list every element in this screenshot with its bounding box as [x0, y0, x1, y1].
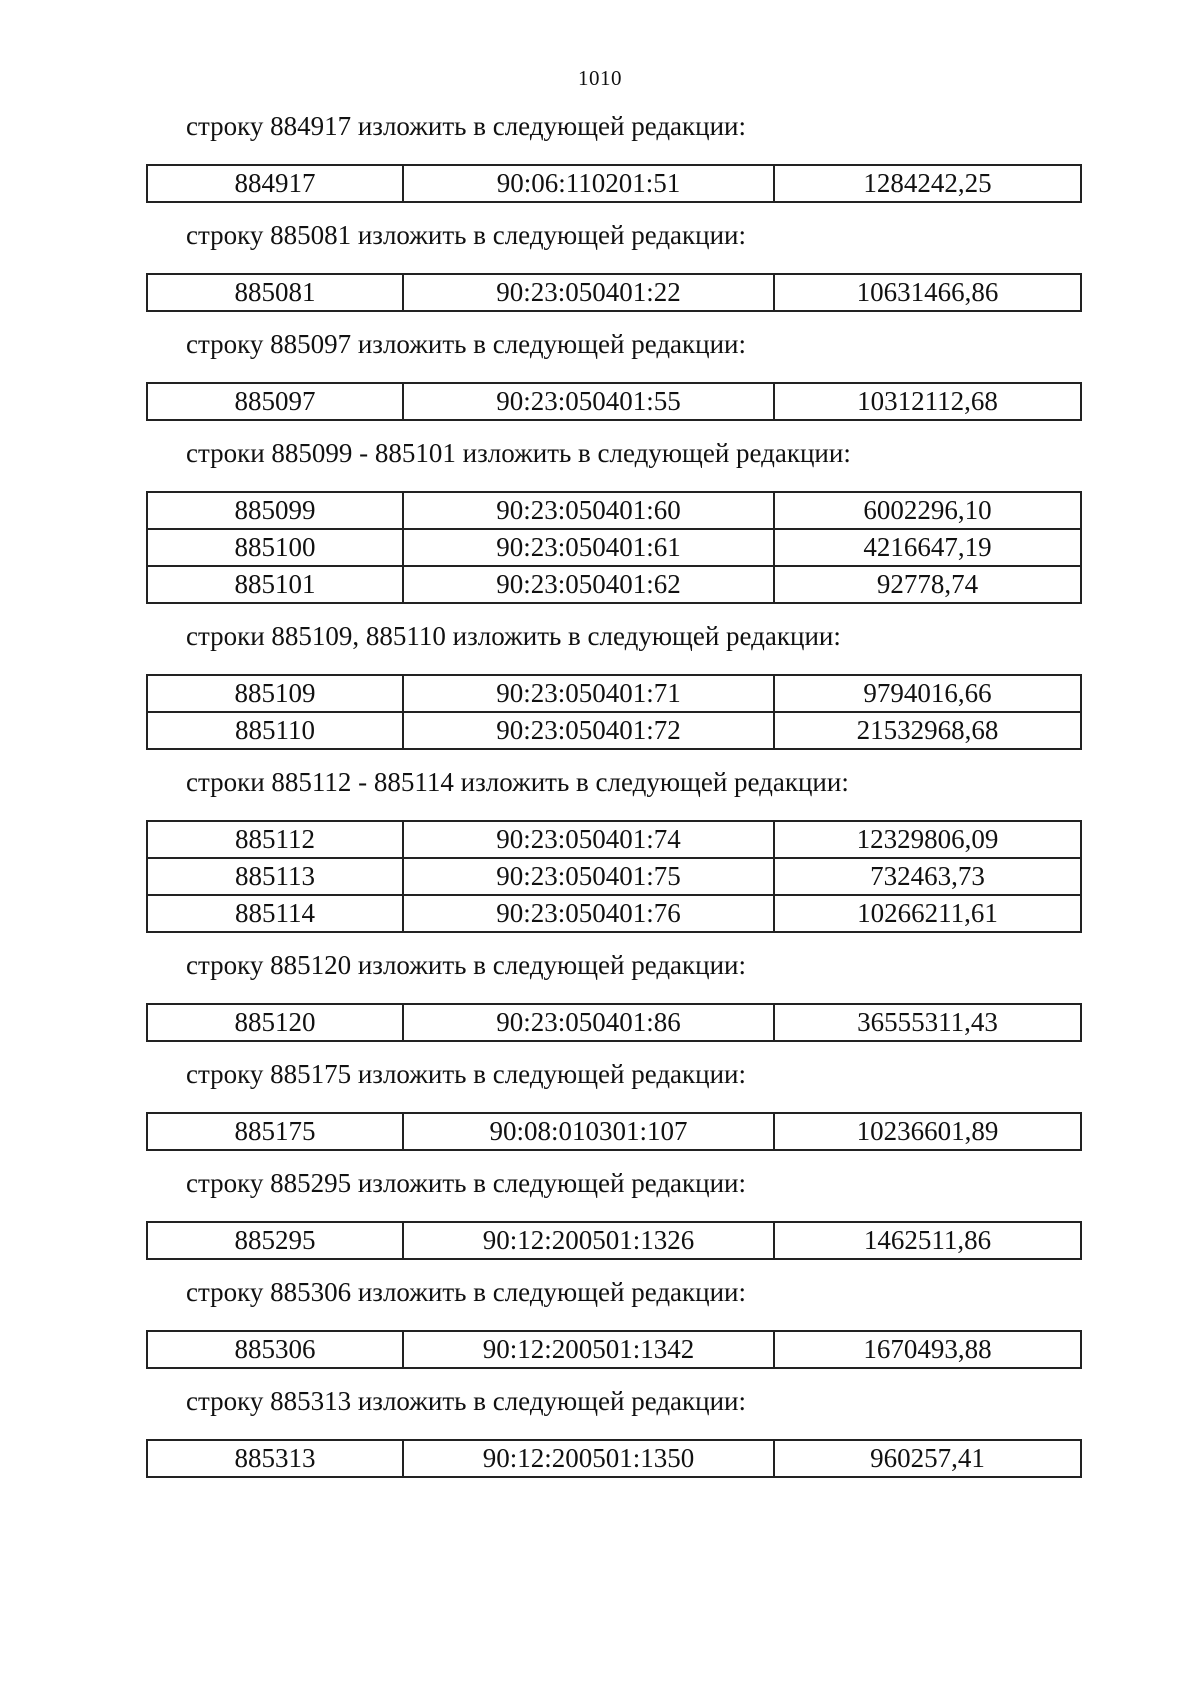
cadastral-number-cell: 90:12:200501:1350: [403, 1440, 774, 1477]
value-cell: 10266211,61: [774, 895, 1081, 932]
table-row: [147, 895, 1081, 932]
amendment-instruction: строку 885306 изложить в следующей редакции:: [186, 1277, 747, 1307]
amendment-instruction: строку 885120 изложить в следующей редакции:: [186, 950, 747, 980]
row-number-cell: 885097: [147, 383, 403, 420]
value-cell: 960257,41: [774, 1440, 1081, 1477]
cadastral-number-cell: 90:23:050401:75: [403, 858, 774, 895]
document-body: [146, 110, 1086, 1494]
table-row: [147, 675, 1081, 712]
amendment-instruction: строки 885099 - 885101 изложить в следующей редакции:: [186, 438, 851, 468]
row-number-cell: 885110: [147, 712, 403, 749]
amendment-table: [146, 1330, 1082, 1369]
row-number-cell: 885100: [147, 529, 403, 566]
amendment-instruction: строки 885112 - 885114 изложить в следующей редакции:: [186, 767, 849, 797]
value-cell: 21532968,68: [774, 712, 1081, 749]
amendment-table: [146, 674, 1082, 750]
amendment-table: [146, 1112, 1082, 1151]
table-row: [147, 858, 1081, 895]
value-cell: 732463,73: [774, 858, 1081, 895]
value-cell: 6002296,10: [774, 492, 1081, 529]
table-row: [147, 566, 1081, 603]
amendment-table: [146, 820, 1082, 933]
value-cell: 36555311,43: [774, 1004, 1081, 1041]
cadastral-number-cell: 90:23:050401:72: [403, 712, 774, 749]
table-row: [147, 1222, 1081, 1259]
value-cell: 12329806,09: [774, 821, 1081, 858]
row-number-cell: 885313: [147, 1440, 403, 1477]
table-row: [147, 1331, 1081, 1368]
row-number-cell: 885109: [147, 675, 403, 712]
cadastral-number-cell: 90:23:050401:22: [403, 274, 774, 311]
amendment-instruction: строку 885175 изложить в следующей редакции:: [186, 1059, 747, 1089]
amendment-instruction: строку 885081 изложить в следующей редакции:: [186, 220, 747, 250]
amendment-table: [146, 164, 1082, 203]
row-number-cell: 885114: [147, 895, 403, 932]
amendment-table: [146, 1439, 1082, 1478]
table-row: [147, 529, 1081, 566]
value-cell: 1462511,86: [774, 1222, 1081, 1259]
cadastral-number-cell: 90:23:050401:86: [403, 1004, 774, 1041]
table-row: [147, 274, 1081, 311]
table-row: [147, 492, 1081, 529]
row-number-cell: 885101: [147, 566, 403, 603]
table-row: [147, 712, 1081, 749]
value-cell: 10312112,68: [774, 383, 1081, 420]
table-row: [147, 383, 1081, 420]
cadastral-number-cell: 90:23:050401:60: [403, 492, 774, 529]
amendment-table: [146, 491, 1082, 604]
value-cell: 10631466,86: [774, 274, 1081, 311]
cadastral-number-cell: 90:23:050401:74: [403, 821, 774, 858]
table-row: [147, 1004, 1081, 1041]
row-number-cell: 885113: [147, 858, 403, 895]
amendment-table: [146, 1221, 1082, 1260]
amendment-instruction: строку 885295 изложить в следующей редакции:: [186, 1168, 747, 1198]
row-number-cell: 885295: [147, 1222, 403, 1259]
cadastral-number-cell: 90:23:050401:62: [403, 566, 774, 603]
row-number-cell: 885099: [147, 492, 403, 529]
cadastral-number-cell: 90:23:050401:61: [403, 529, 774, 566]
row-number-cell: 885306: [147, 1331, 403, 1368]
table-row: [147, 165, 1081, 202]
amendment-instruction: строку 885097 изложить в следующей редакции:: [186, 329, 747, 359]
amendment-instruction: строки 885109, 885110 изложить в следующей редакции:: [186, 621, 841, 651]
row-number-cell: 885175: [147, 1113, 403, 1150]
table-row: [147, 1113, 1081, 1150]
cadastral-number-cell: 90:06:110201:51: [403, 165, 774, 202]
cadastral-number-cell: 90:23:050401:71: [403, 675, 774, 712]
row-number-cell: 885120: [147, 1004, 403, 1041]
cadastral-number-cell: 90:08:010301:107: [403, 1113, 774, 1150]
cadastral-number-cell: 90:23:050401:55: [403, 383, 774, 420]
row-number-cell: 885081: [147, 274, 403, 311]
amendment-table: [146, 382, 1082, 421]
value-cell: 10236601,89: [774, 1113, 1081, 1150]
value-cell: 1670493,88: [774, 1331, 1081, 1368]
table-row: [147, 1440, 1081, 1477]
row-number-cell: 885112: [147, 821, 403, 858]
amendment-table: [146, 1003, 1082, 1042]
value-cell: 1284242,25: [774, 165, 1081, 202]
amendment-instruction: строку 885313 изложить в следующей редакции:: [186, 1386, 747, 1416]
page-number: 1010: [578, 66, 622, 90]
row-number-cell: 884917: [147, 165, 403, 202]
amendment-instruction: строку 884917 изложить в следующей редакции:: [186, 111, 747, 141]
cadastral-number-cell: 90:12:200501:1326: [403, 1222, 774, 1259]
cadastral-number-cell: 90:23:050401:76: [403, 895, 774, 932]
value-cell: 4216647,19: [774, 529, 1081, 566]
value-cell: 92778,74: [774, 566, 1081, 603]
amendment-table: [146, 273, 1082, 312]
value-cell: 9794016,66: [774, 675, 1081, 712]
table-row: [147, 821, 1081, 858]
cadastral-number-cell: 90:12:200501:1342: [403, 1331, 774, 1368]
